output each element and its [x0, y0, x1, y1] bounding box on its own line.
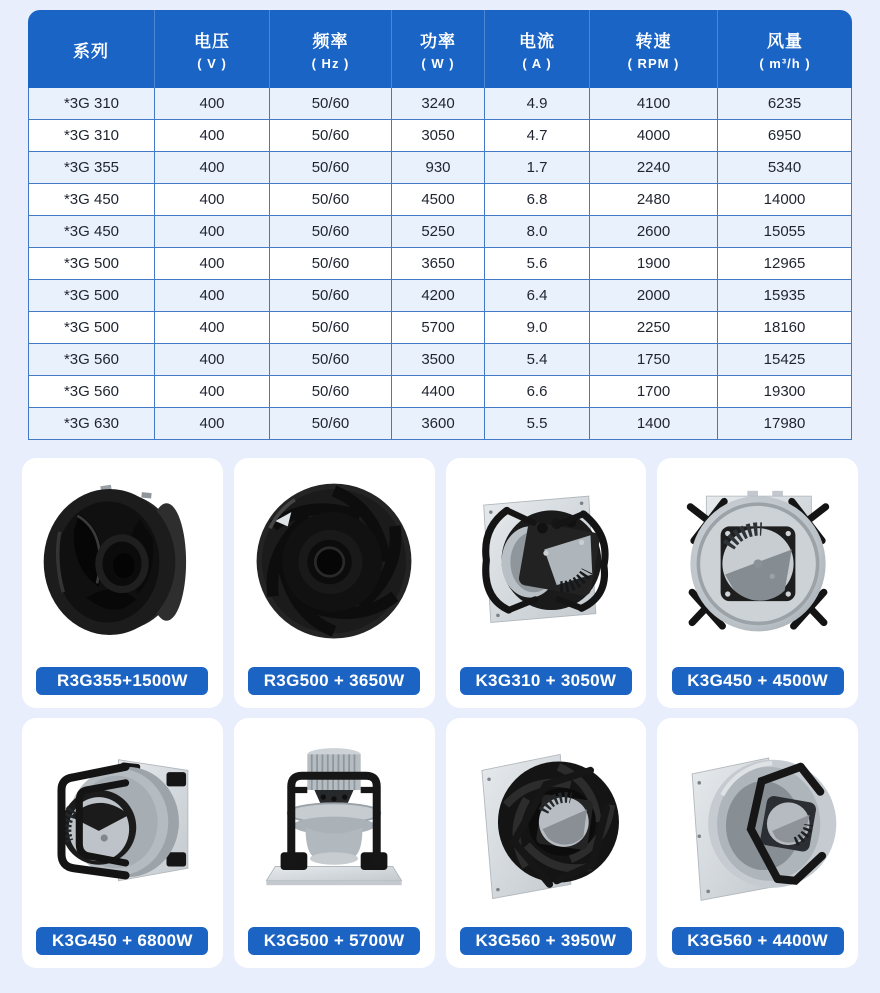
table-cell: 3050 — [392, 120, 485, 152]
table-cell: *3G 500 — [28, 312, 155, 344]
table-cell: 4200 — [392, 280, 485, 312]
product-label-button[interactable]: K3G500 + 5700W — [248, 927, 420, 955]
table-row — [28, 280, 852, 312]
table-cell: 6950 — [718, 120, 852, 152]
column-header — [485, 10, 590, 88]
column-unit: ( V ) — [197, 56, 227, 71]
table-cell: *3G 560 — [28, 376, 155, 408]
product-card[interactable] — [22, 718, 223, 968]
table-header-row — [28, 10, 852, 88]
product-card[interactable] — [657, 458, 858, 708]
product-card[interactable] — [446, 718, 647, 968]
product-label-button[interactable]: K3G560 + 4400W — [672, 927, 844, 955]
table-cell: 2480 — [590, 184, 718, 216]
table-cell: 2600 — [590, 216, 718, 248]
column-label: 频率 — [312, 32, 349, 51]
table-cell: 9.0 — [485, 312, 590, 344]
table-cell: 1700 — [590, 376, 718, 408]
product-label-button[interactable]: K3G450 + 4500W — [672, 667, 844, 695]
table-cell: 5250 — [392, 216, 485, 248]
column-header — [590, 10, 718, 88]
table-cell: 5.5 — [485, 408, 590, 440]
product-image — [33, 466, 211, 658]
table-cell: 5.4 — [485, 344, 590, 376]
silver-drum-fan-on-plate-angled-photo — [669, 726, 847, 918]
product-label-button[interactable]: K3G450 + 6800W — [36, 927, 208, 955]
column-label: 系列 — [73, 41, 109, 61]
table-cell: 400 — [155, 184, 270, 216]
table-cell: 6.8 — [485, 184, 590, 216]
column-header — [155, 10, 270, 88]
column-unit: ( m³/h ) — [759, 56, 811, 71]
table-cell: 50/60 — [270, 184, 392, 216]
table-cell: 5340 — [718, 152, 852, 184]
table-cell: 19300 — [718, 376, 852, 408]
product-grid — [22, 458, 858, 968]
table-cell: 3500 — [392, 344, 485, 376]
column-label: 转速 — [635, 32, 672, 51]
product-image — [245, 466, 423, 658]
table-cell: 50/60 — [270, 344, 392, 376]
table-body — [28, 88, 852, 440]
table-row — [28, 408, 852, 440]
table-cell: 50/60 — [270, 216, 392, 248]
product-label-button[interactable]: R3G500 + 3650W — [248, 667, 420, 695]
product-image — [669, 466, 847, 658]
table-cell: *3G 630 — [28, 408, 155, 440]
table-cell: 50/60 — [270, 280, 392, 312]
column-label: 电压 — [194, 32, 230, 51]
table-row — [28, 184, 852, 216]
table-cell: 6.4 — [485, 280, 590, 312]
table-cell: 400 — [155, 120, 270, 152]
product-label-button[interactable]: K3G310 + 3050W — [460, 667, 632, 695]
column-unit: ( W ) — [421, 56, 455, 71]
vertical-fan-on-base-with-cage-photo — [245, 726, 423, 918]
column-unit: ( RPM ) — [627, 56, 680, 71]
table-cell: *3G 500 — [28, 280, 155, 312]
table-cell: 6.6 — [485, 376, 590, 408]
column-label: 电流 — [519, 32, 555, 51]
table-row — [28, 120, 852, 152]
column-label: 功率 — [420, 32, 456, 51]
product-card[interactable] — [234, 458, 435, 708]
plate-mounted-fan-front-view-photo — [669, 466, 847, 658]
column-header — [392, 10, 485, 88]
table-cell: 4.7 — [485, 120, 590, 152]
table-cell: 50/60 — [270, 152, 392, 184]
column-label: 风量 — [767, 32, 803, 51]
product-card[interactable] — [234, 718, 435, 968]
table-cell: *3G 310 — [28, 88, 155, 120]
product-label-button[interactable]: R3G355+1500W — [36, 667, 208, 695]
table-row — [28, 248, 852, 280]
table-cell: 50/60 — [270, 312, 392, 344]
column-header — [718, 10, 852, 88]
table-row — [28, 312, 852, 344]
table-row — [28, 88, 852, 120]
product-image — [245, 726, 423, 918]
plate-mounted-fan-with-guard-photo — [457, 466, 635, 658]
table-cell: 15055 — [718, 216, 852, 248]
table-cell: *3G 560 — [28, 344, 155, 376]
table-cell: 14000 — [718, 184, 852, 216]
table-cell: 17980 — [718, 408, 852, 440]
table-cell: 50/60 — [270, 248, 392, 280]
table-cell: 12965 — [718, 248, 852, 280]
table-cell: 4000 — [590, 120, 718, 152]
table-cell: 400 — [155, 344, 270, 376]
table-cell: 400 — [155, 88, 270, 120]
table-cell: 4500 — [392, 184, 485, 216]
table-cell: 15425 — [718, 344, 852, 376]
product-image — [33, 726, 211, 918]
table-cell: *3G 355 — [28, 152, 155, 184]
black-centrifugal-impeller-front-photo — [245, 466, 423, 658]
table-cell: 2240 — [590, 152, 718, 184]
table-cell: *3G 310 — [28, 120, 155, 152]
table-cell: 400 — [155, 216, 270, 248]
table-cell: 4.9 — [485, 88, 590, 120]
table-cell: 400 — [155, 280, 270, 312]
table-cell: 1900 — [590, 248, 718, 280]
product-card[interactable] — [657, 718, 858, 968]
table-cell: 3650 — [392, 248, 485, 280]
table-cell: 2250 — [590, 312, 718, 344]
table-cell: 4100 — [590, 88, 718, 120]
table-cell: *3G 450 — [28, 184, 155, 216]
spec-table-section — [28, 10, 852, 440]
table-cell: 1750 — [590, 344, 718, 376]
table-cell: 1.7 — [485, 152, 590, 184]
table-cell: 5.6 — [485, 248, 590, 280]
column-unit: ( Hz ) — [311, 56, 350, 71]
spec-table — [28, 10, 852, 440]
black-centrifugal-impeller-angled-photo — [33, 466, 211, 658]
table-cell: 1400 — [590, 408, 718, 440]
table-cell: 2000 — [590, 280, 718, 312]
table-cell: 18160 — [718, 312, 852, 344]
black-impeller-on-plate-angled-photo — [457, 726, 635, 918]
table-row — [28, 344, 852, 376]
table-cell: 4400 — [392, 376, 485, 408]
table-row — [28, 216, 852, 248]
column-header — [270, 10, 392, 88]
column-header — [28, 10, 155, 88]
table-cell: 8.0 — [485, 216, 590, 248]
table-cell: 400 — [155, 312, 270, 344]
table-cell: 50/60 — [270, 408, 392, 440]
table-cell: *3G 500 — [28, 248, 155, 280]
product-label-button[interactable]: K3G560 + 3950W — [460, 927, 632, 955]
table-row — [28, 376, 852, 408]
product-image — [669, 726, 847, 918]
column-unit: ( A ) — [522, 56, 552, 71]
table-cell: 50/60 — [270, 120, 392, 152]
table-cell: 3240 — [392, 88, 485, 120]
product-image — [457, 726, 635, 918]
table-cell: 400 — [155, 248, 270, 280]
table-row — [28, 152, 852, 184]
product-card[interactable] — [22, 458, 223, 708]
table-cell: 400 — [155, 152, 270, 184]
table-cell: 50/60 — [270, 376, 392, 408]
table-cell: 400 — [155, 376, 270, 408]
product-card[interactable] — [446, 458, 647, 708]
table-cell: 6235 — [718, 88, 852, 120]
table-cell: 400 — [155, 408, 270, 440]
table-cell: 15935 — [718, 280, 852, 312]
table-cell: 3600 — [392, 408, 485, 440]
table-cell: 930 — [392, 152, 485, 184]
table-cell: 5700 — [392, 312, 485, 344]
drum-fan-with-cage-angled-photo — [33, 726, 211, 918]
product-image — [457, 466, 635, 658]
table-cell: 50/60 — [270, 88, 392, 120]
table-cell: *3G 450 — [28, 216, 155, 248]
